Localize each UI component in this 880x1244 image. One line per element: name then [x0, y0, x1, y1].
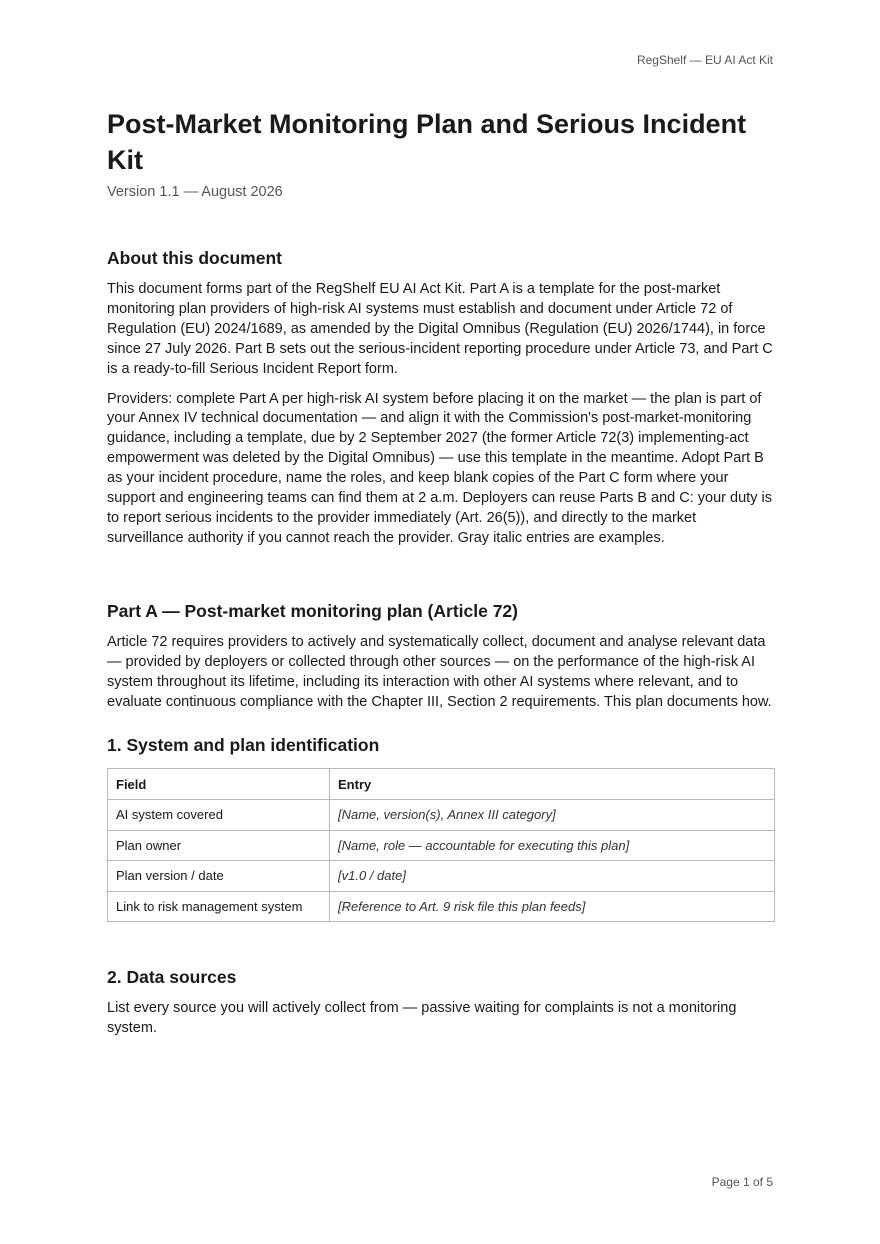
table-row — [108, 830, 775, 861]
column-header-field: Field — [108, 769, 330, 800]
document-version: Version 1.1 — August 2026 — [107, 184, 283, 200]
entry-cell: [v1.0 / date] — [330, 861, 775, 892]
entry-cell: [Name, version(s), Annex III category] — [330, 800, 775, 831]
field-cell: AI system covered — [108, 800, 330, 831]
about-heading: About this document — [107, 248, 282, 268]
about-paragraph-2: Providers: complete Part A per high-risk AI system before placing it on the market — the plan is part of your Annex IV technical documentation — and align it with the Commission's post-market-monitoring guidance, including a template, due by 2 September 2027 (the former Article 72(3) implementing-act empowerment was deleted by the Digital Omnibus) — use this template in the meantime. Adopt Part B as your incident procedure, name the roles, and keep blank copies of the Part C form where your support and engineering teams can find them at 2 a.m. Deployers can reuse Parts B and C: your duty is to report serious incidents to the provider immediately (Art. 26(5)), and directly to the market surveillance authority if you cannot reach the provider. Gray italic entries are examples. — [107, 390, 772, 546]
section-2-intro: List every source you will actively collect from — passive waiting for complaints is not a monitoring system. — [107, 1000, 737, 1037]
about-paragraph-1: This document forms part of the RegShelf EU AI Act Kit. Part A is a template for the post-market monitoring plan providers of high-risk AI systems must establish and document under Article 72 of Regulation (EU) 2024/1689, as amended by the Digital Omnibus (Regulation (EU) 2026/1744), in force since 27 July 2026. Part B sets out the serious-incident reporting procedure under Article 73, and Part C is a ready-to-fill Serious Incident Report form. — [107, 281, 773, 377]
entry-cell: [Reference to Art. 9 risk file this plan feeds] — [330, 891, 775, 922]
part-a-heading: Part A — Post-market monitoring plan (Article 72) — [107, 600, 518, 621]
document-title: Post-Market Monitoring Plan and Serious Incident Kit — [107, 109, 747, 175]
column-header-entry: Entry — [330, 769, 775, 800]
part-a-intro: Article 72 requires providers to actively and systematically collect, document and analyse relevant data — provided by deployers or collected through other sources — on the performance of the high-risk AI system throughout its lifetime, including its interaction with other AI systems where relevant, and to evaluate continuous compliance with the Chapter III, Section 2 requirements. This plan documents how. — [107, 633, 772, 710]
table-row — [108, 800, 775, 831]
page-number: Page 1 of 5 — [711, 1175, 773, 1189]
field-cell: Link to risk management system — [108, 891, 330, 922]
table-row — [108, 891, 775, 922]
running-header: RegShelf — EU AI Act Kit — [636, 53, 773, 67]
table-row — [108, 861, 775, 892]
field-cell: Plan owner — [108, 830, 330, 861]
section-2-heading: 2. Data sources — [107, 967, 237, 988]
table-header-row — [108, 769, 775, 800]
section-1-heading: 1. System and plan identification — [107, 735, 380, 756]
identification-table — [107, 768, 775, 922]
entry-cell: [Name, role — accountable for executing this plan] — [330, 830, 775, 861]
field-cell: Plan version / date — [108, 861, 330, 892]
document-body — [107, 106, 774, 1039]
